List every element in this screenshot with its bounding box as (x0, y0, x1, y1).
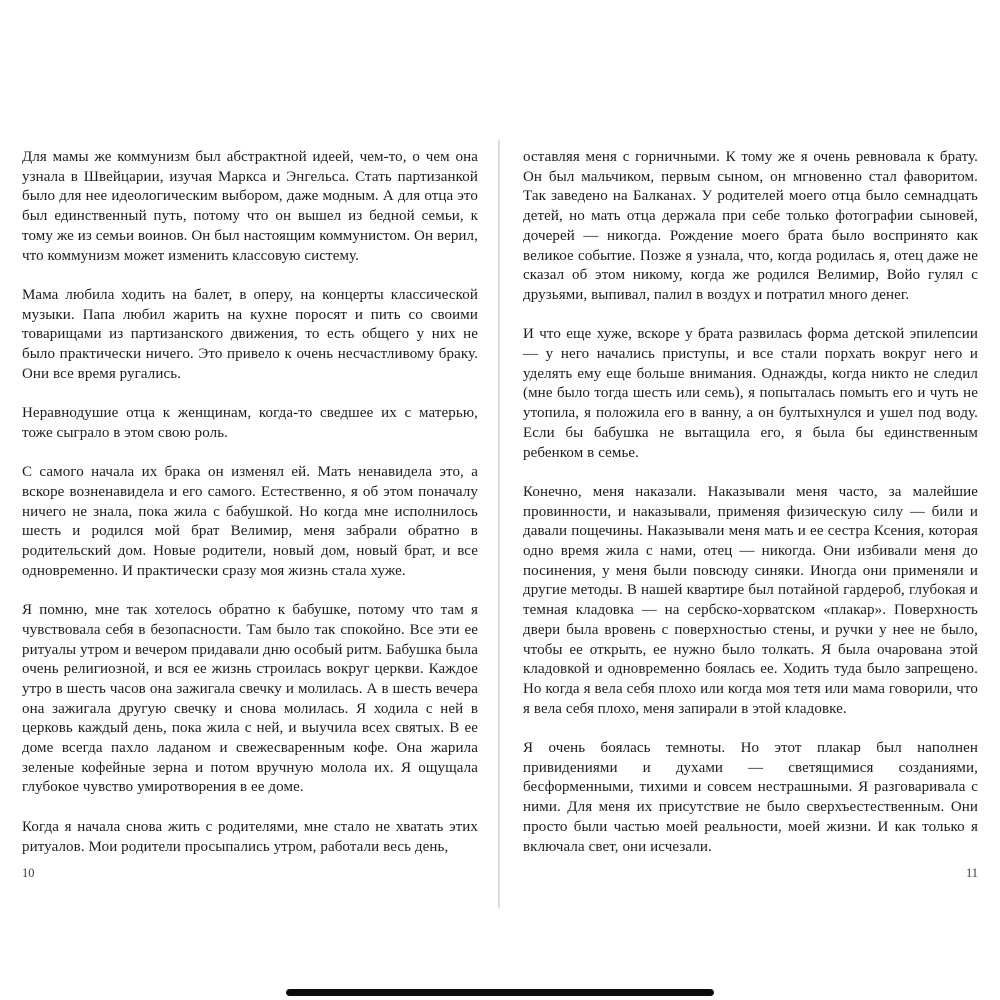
paragraph: Для мамы же коммунизм был абстрактной идеей, чем-то, о чем она узнала в Швейцарии, изучая Маркса и Энгельса. Стать партизанкой было для нее идеологическим выбором, даже модным. А для отца это был единственный путь, потому что он вышел из бедной семьи, к тому же из семьи воинов. Он был настоящим коммунистом. Он верил, что коммунизм может изменить классовую систему. (22, 149, 478, 264)
page-right-text-column (523, 148, 978, 857)
paragraph: Я очень боялась темноты. Но этот плакар был наполнен привидениями и духами — светящимися созданиями, бесформенными, тихими и совсем нестрашными. Я разговаривала с ними. Для меня их присутствие не было сверхъестественным. Они просто были частью моей реальности, моей жизни. И как только я включала свет, они исчезали. (523, 740, 978, 855)
paragraph: Конечно, меня наказали. Наказывали меня часто, за малейшие провинности, и наказывали, применяя физическую силу — били и давали пощечины. Наказывали меня мать и ее сестра Ксения, которая одно время жила с нами, отец — никогда. Они избивали меня до посинения, у меня были повсюду синяки. Иногда они применяли и другие методы. В нашей квартире был потайной гардероб, глубокая и темная кладовка — на сербско-хорватском «плакар». Поверхность двери была вровень с поверхностью стены, и ручки у нее не было, чтобы ее открыть, ее нужно было толкать. Я была очарована этой кладовкой и одновременно боялась ее. Ходить туда было запрещено. Но когда я вела себя плохо или когда моя тетя или мама говорили, что я вела себя плохо, меня запирали в этой кладовке. (523, 483, 978, 717)
page-number-left: 10 (22, 866, 35, 880)
paragraph: Неравнодушие отца к женщинам, когда-то сведшее их с матерью, тоже сыграло в этом свою роль. (22, 405, 478, 441)
page-left-text-column (22, 148, 478, 857)
paragraph: оставляя меня с горничными. К тому же я очень ревновала к брату. Он был мальчиком, первым сыном, он мгновенно стал фаворитом. Так заведено на Балканах. У родителей моего отца было семнадцать детей, но мать отца держала при себе только фотографии сыновей, дочерей — никогда. Рождение моего брата было воспринято как великое событие. Позже я узнала, что, когда родилась я, отец даже не сказал об этом никому, когда же родился Велимир, Войо гулял с друзьями, выпивал, палил в воздух и потратил много денег. (523, 149, 978, 303)
paragraph: С самого начала их брака он изменял ей. Мать ненавидела это, а вскоре возненавидела и его самого. Естественно, я об этом поначалу ничего не знала, пока жила с бабушкой. Но когда мне исполнилось шесть и родился мой брат Велимир, меня забрали обратно в родительский дом. Новые родители, новый дом, новый брат, и все одновременно. И практически сразу моя жизнь стала хуже. (22, 464, 478, 579)
home-indicator-bar[interactable] (286, 989, 714, 996)
page-right[interactable] (500, 0, 1000, 1000)
paragraph: Я помню, мне так хотелось обратно к бабушке, потому что там я чувствовала себя в безопасности. Там было так спокойно. Все эти ее ритуалы утром и вечером придавали дню особый ритм. Бабушка была очень религиозной, и вся ее жизнь строилась вокруг церкви. Каждое утро в шесть часов она зажигала свечку и молилась. А в шесть вечера она зажигала другую свечку и снова молилась. Я ходила с ней в церковь каждый день, пока жила с ней, и выучила всех святых. В ее доме всегда пахло ладаном и свежесваренным кофе. Она жарила зеленые кофейные зерна и потом вручную молола их. Я ощущала глубокое чувство умиротворения в ее доме. (22, 602, 478, 796)
paragraph: И что еще хуже, вскоре у брата развилась форма детской эпилепсии — у него начались приступы, и все стали порхать вокруг него и уделять ему еще больше внимания. Однажды, когда никто не следил (мне было тогда шесть или семь), я попыталась помыть его и чуть не утопила, я положила его в ванну, а он бултыхнулся и ушел под воду. Если бы бабушка не вытащила его, я была бы единственным ребенком в семье. (523, 326, 978, 461)
paragraph: Когда я начала снова жить с родителями, мне стало не хватать этих ритуалов. Мои родители просыпались утром, работали весь день, (22, 818, 478, 855)
paragraph: Мама любила ходить на балет, в оперу, на концерты классической музыки. Папа любил жарить на кухне поросят и пить со своими товарищами из партизанского движения, то есть общего у них не было практически ничего. Это привело к очень несчастливому браку. Они все время ругались. (22, 286, 478, 382)
page-number-right: 11 (965, 866, 978, 880)
